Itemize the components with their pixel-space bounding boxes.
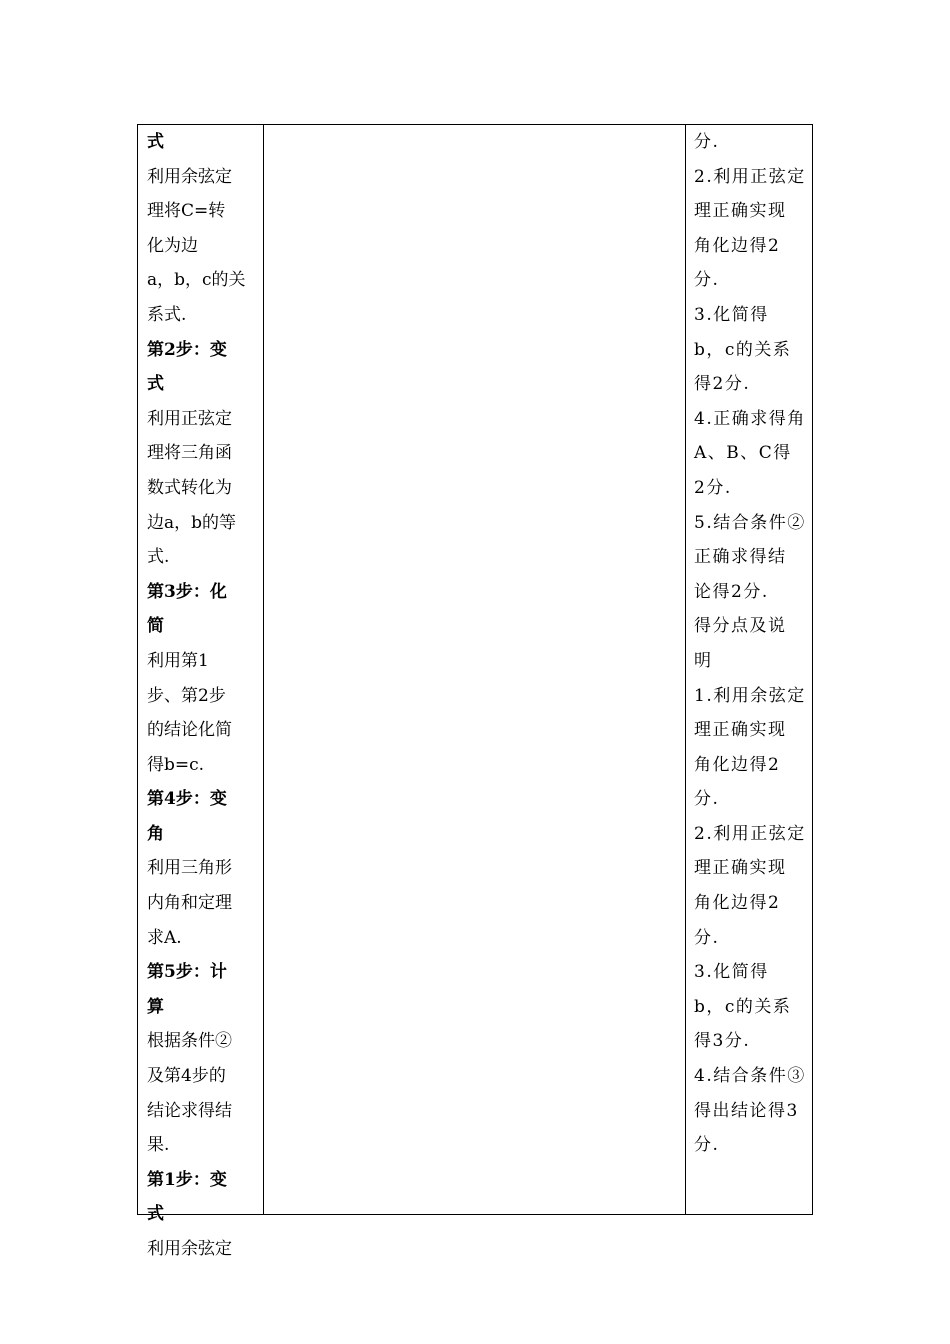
- step-text-line: 内角和定理: [147, 893, 232, 914]
- step-text-line: a，b，c的关: [147, 270, 246, 291]
- scoring-text-line: 理正确实现: [694, 720, 787, 741]
- scoring-text-line: 理正确实现: [694, 201, 787, 222]
- steps-column: [147, 125, 259, 1267]
- scoring-text-line: b，c的关系: [694, 996, 792, 1017]
- step-heading-line: 式: [147, 374, 164, 395]
- column-divider-left: [263, 125, 264, 1214]
- step-heading-line: 式: [147, 1204, 164, 1225]
- scoring-text-line: 得分点及说: [694, 616, 787, 637]
- scoring-text-line: 2.利用正弦定: [694, 166, 806, 187]
- scoring-text-line: 明: [694, 650, 713, 671]
- scoring-points-column: [694, 125, 810, 1163]
- step-text-line: 结论求得结: [147, 1100, 232, 1121]
- step-text-line: 利用三角形: [147, 858, 232, 879]
- step-text-line: 理将C=转: [147, 201, 226, 222]
- scoring-text-line: 角化边得2: [694, 754, 781, 775]
- step-text-line: 系式.: [147, 304, 187, 325]
- step-heading-line: 简: [147, 616, 164, 637]
- step-heading-line: 第2步：变: [147, 339, 227, 360]
- scoring-text-line: 理正确实现: [694, 858, 787, 879]
- scoring-text-line: 论得2分.: [694, 581, 769, 602]
- scoring-text-line: 4.正确求得角: [694, 408, 806, 429]
- step-text-line: 得b=c.: [147, 754, 205, 775]
- step-heading-line: 第5步：计: [147, 962, 227, 983]
- scoring-text-line: 角化边得2: [694, 235, 781, 256]
- scoring-text-line: 3.化简得: [694, 304, 769, 325]
- scoring-text-line: 分.: [694, 927, 720, 948]
- scoring-text-line: 1.利用余弦定: [694, 685, 806, 706]
- step-heading-line: 第1步：变: [147, 1169, 227, 1190]
- step-text-line: 及第4步的: [147, 1066, 226, 1087]
- step-heading-line: 第3步：化: [147, 581, 227, 602]
- step-text-line: 数式转化为: [147, 477, 232, 498]
- step-heading-line: 角: [147, 823, 164, 844]
- step-text-line: 化为边: [147, 235, 198, 256]
- scoring-text-line: 分.: [694, 132, 720, 152]
- scoring-text-line: 分.: [694, 1135, 720, 1156]
- scoring-text-line: A、B、C得: [694, 443, 792, 464]
- scoring-text-line: 分.: [694, 270, 720, 291]
- step-heading-line: 第4步：变: [147, 789, 227, 810]
- scoring-text-line: 正确求得结: [694, 547, 787, 568]
- scoring-text-line: 得出结论得3: [694, 1100, 799, 1121]
- step-text-line: 求A.: [147, 927, 182, 948]
- scoring-text-line: 分.: [694, 789, 720, 810]
- step-text-line: 利用第1: [147, 650, 209, 671]
- scoring-text-line: 角化边得2: [694, 893, 781, 914]
- scoring-text-line: 2.利用正弦定: [694, 823, 806, 844]
- scoring-text-line: 得2分.: [694, 374, 751, 395]
- step-text-line: 利用余弦定: [147, 1239, 232, 1259]
- scoring-text-line: 得3分.: [694, 1031, 751, 1052]
- step-heading-line: 式: [147, 132, 164, 152]
- step-text-line: 利用余弦定: [147, 166, 232, 187]
- scoring-table: [137, 124, 813, 1259]
- step-text-line: 式.: [147, 547, 170, 568]
- scoring-text-line: b，c的关系: [694, 339, 792, 360]
- step-text-line: 根据条件②: [147, 1031, 232, 1052]
- step-text-line: 步、第2步: [147, 685, 226, 706]
- scoring-text-line: 3.化简得: [694, 962, 769, 983]
- step-text-line: 理将三角函: [147, 443, 232, 464]
- step-text-line: 边a，b的等: [147, 512, 237, 533]
- step-text-line: 的结论化简: [147, 720, 232, 741]
- step-text-line: 果.: [147, 1135, 170, 1156]
- scoring-text-line: 5.结合条件②: [694, 512, 806, 533]
- column-divider-right: [685, 125, 686, 1214]
- scoring-text-line: 2分.: [694, 477, 732, 498]
- step-heading-line: 算: [147, 996, 164, 1017]
- scoring-text-line: 4.结合条件③: [694, 1066, 806, 1087]
- step-text-line: 利用正弦定: [147, 408, 232, 429]
